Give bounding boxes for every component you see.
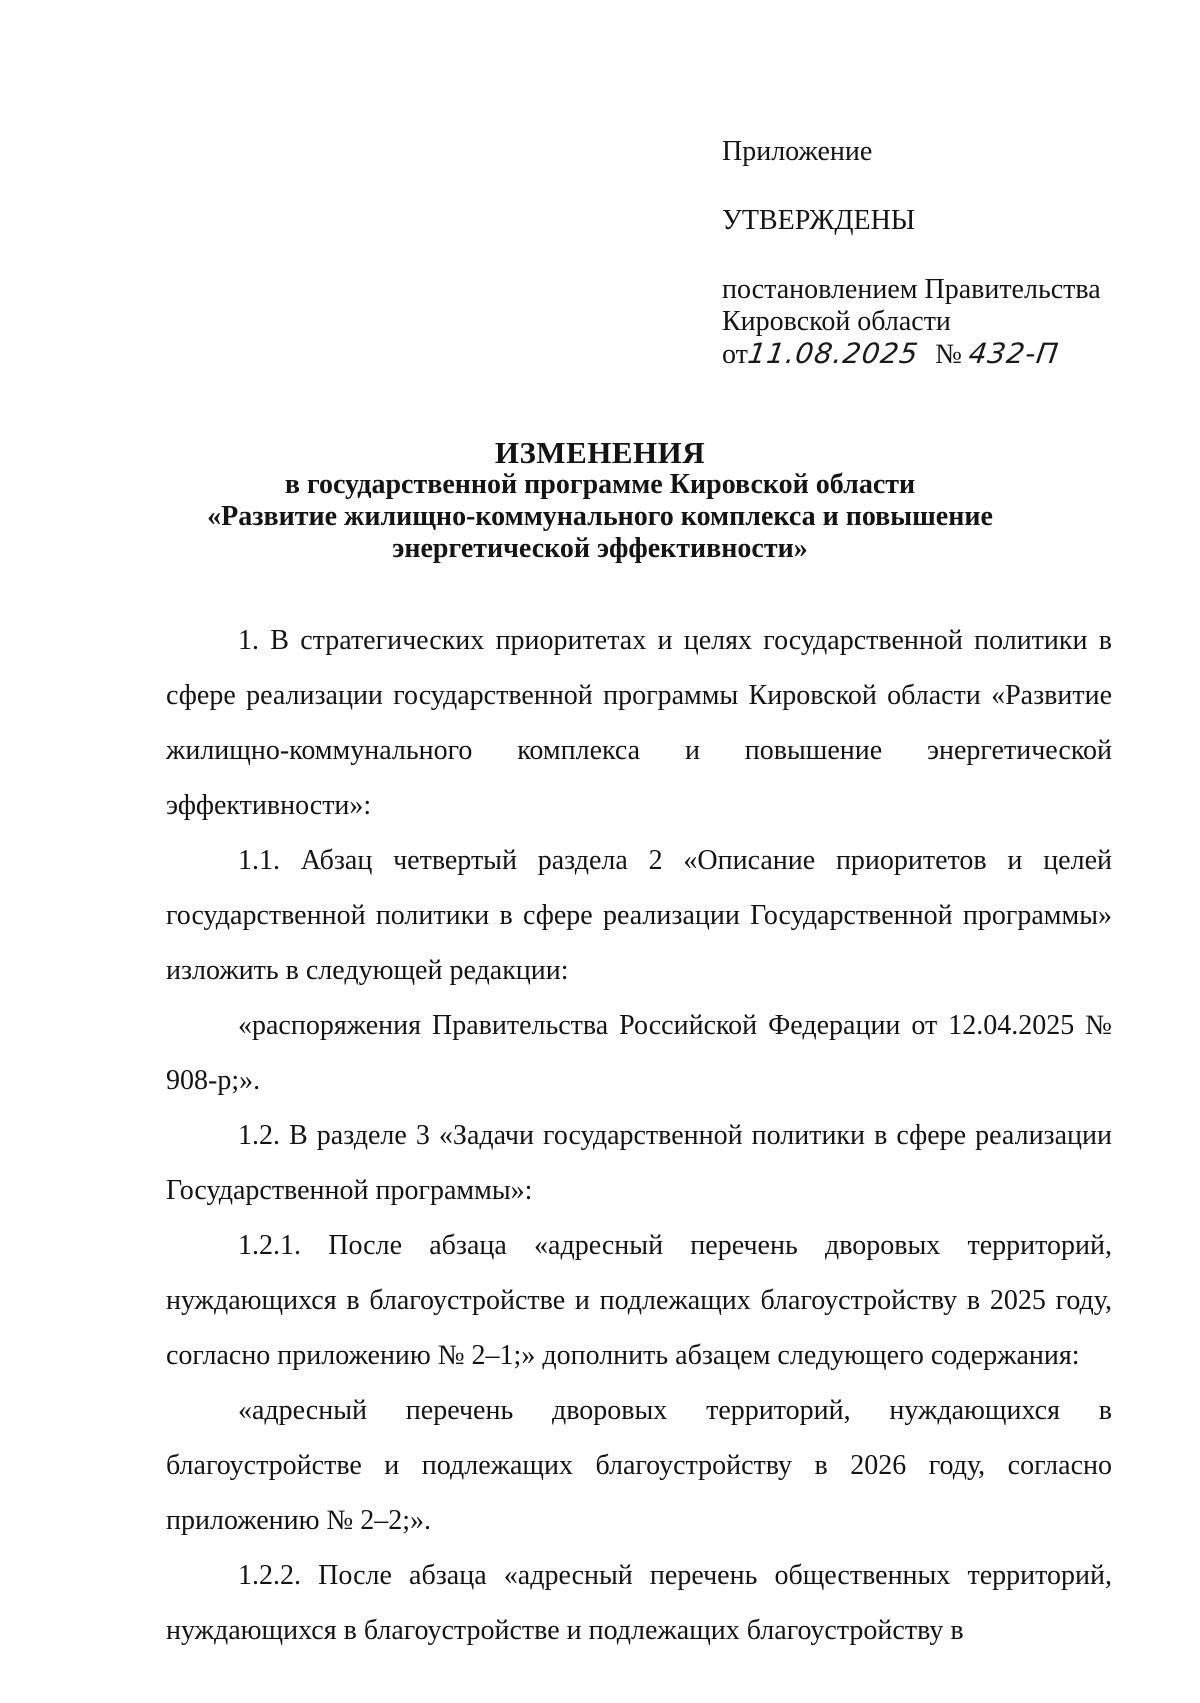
appendix-label: Приложение [722,136,873,167]
approved-label: УТВЕРЖДЕНЫ [722,205,916,236]
document-body [166,613,1112,1658]
date-prefix: от [722,339,748,370]
title-main: ИЗМЕНЕНИЯ [494,435,706,470]
paragraph-1-1-quote: «распоряжения Правительства Российской Федерации от 12.04.2025 № 908-р;». [166,1010,1112,1096]
approval-block [722,136,1162,371]
resolution-date-line [722,338,1162,371]
handwritten-number: 432-П [966,337,1061,370]
paragraph-1-2-2: 1.2.2. После абзаца «адресный перечень общественных территорий, нуждающихся в благоустройстве и подлежащих благоустройству в [166,1560,1112,1646]
number-prefix: № [935,339,962,370]
paragraph-1-1: 1.1. Абзац четвертый раздела 2 «Описание приоритетов и целей государственной политики в сфере реализации Государственной программы» изложить в следующей редакции: [166,845,1112,986]
handwritten-date: 11.08.2025 [745,337,921,370]
paragraph-1-2-1-quote: «адресный перечень дворовых территорий, нуждающихся в благоустройстве и подлежащих благоустройству в 2026 году, согласно приложению № 2–2;». [166,1395,1112,1536]
resolution-line-2: Кировской области [722,306,951,337]
title-line-3: «Развитие жилищно-коммунального комплекса и повышение [207,501,993,532]
document-title [150,437,1050,565]
paragraph-1: 1. В стратегических приоритетах и целях государственной политики в сфере реализации государственной программы Кировской области «Развитие жилищно-коммунального комплекса и повышение энергетической эффективности»: [166,625,1112,821]
title-line-4: энергетической эффективности» [392,533,808,564]
resolution-line-1: постановлением Правительства [722,274,1101,305]
paragraph-1-2: 1.2. В разделе 3 «Задачи государственной политики в сфере реализации Государственной программы»: [166,1120,1112,1206]
title-line-2: в государственной программе Кировской области [284,469,916,500]
paragraph-1-2-1: 1.2.1. После абзаца «адресный перечень дворовых территорий, нуждающихся в благоустройстве и подлежащих благоустройству в 2025 году, согласно приложению № 2–1;» дополнить абзацем следующего содержания: [166,1230,1112,1371]
